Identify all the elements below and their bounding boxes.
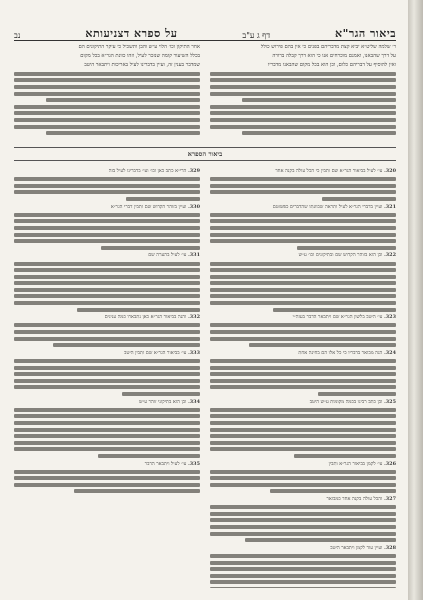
- commentary-note: [14, 350, 200, 357]
- main-text-paragraph: ואין להוסיף על דבריהם כלום, וכן הוא בכל מקום שהבאנו מדבריו: [267, 62, 396, 69]
- text-line: [14, 470, 200, 474]
- text-line: [210, 372, 396, 376]
- note-number: 320.: [382, 168, 396, 174]
- text-line: [210, 177, 396, 181]
- text-line: [210, 226, 396, 230]
- text-line: [210, 294, 396, 298]
- commentary-note: [14, 461, 200, 468]
- commentary-note: [210, 314, 396, 321]
- text-line: [210, 379, 396, 383]
- text-line: [210, 219, 396, 223]
- commentary-note: [14, 204, 200, 211]
- text-line: [14, 366, 200, 370]
- text-line: [14, 239, 200, 243]
- text-line: [210, 288, 396, 292]
- text-line: [14, 301, 200, 305]
- note-number: 324.: [382, 349, 396, 356]
- text-line: [14, 281, 200, 285]
- text-line: [14, 184, 200, 188]
- note-text: וכן הוא בזוהר הקדוש שם ובתיקונים וכו׳ ע״ש: [298, 252, 383, 259]
- text-line: [210, 359, 396, 363]
- text-line: [14, 421, 200, 425]
- main-text-paragraph: על דרך שהבאנו, ואמנם מוכרחים אנו כי הוא דרך קבלה ברורה: [272, 53, 396, 60]
- text-line: [210, 330, 396, 334]
- text-line: [14, 476, 200, 480]
- note-number: 328.: [382, 544, 396, 551]
- text-line: [294, 454, 396, 458]
- text-line: [210, 505, 396, 509]
- text-line: [210, 414, 396, 418]
- text-line: [210, 105, 396, 109]
- text-line: [14, 414, 200, 418]
- text-line: [210, 111, 396, 115]
- commentary-note: [210, 350, 396, 357]
- text-line: [14, 330, 200, 334]
- running-title-right: ביאור הגר"א: [335, 27, 396, 40]
- text-line: [14, 323, 200, 327]
- commentary-note: [14, 314, 200, 321]
- page-header: [14, 18, 396, 41]
- text-line: [210, 184, 396, 188]
- note-text: עי׳ לעיל בהערה שם: [148, 252, 187, 259]
- text-line: [210, 366, 396, 370]
- text-line: [210, 525, 396, 529]
- text-line: [210, 85, 396, 89]
- commentary-note: [210, 461, 396, 468]
- note-text: והנה בביאור הגר״א כאן נתבארו כמה ענינים: [104, 314, 187, 321]
- main-text-block: [14, 44, 396, 140]
- text-line: [210, 476, 396, 480]
- text-line: [210, 518, 396, 522]
- text-line: [14, 105, 200, 109]
- text-line: [210, 408, 396, 412]
- text-line: [98, 454, 200, 458]
- commentary-divider: ביאור הספרא: [14, 147, 396, 161]
- note-text: וכן כתב רבינו בכמה מקומות ע״ש היטב: [309, 398, 383, 405]
- text-line: [318, 392, 396, 396]
- main-text-right-column: [210, 44, 396, 140]
- text-line: [210, 337, 396, 341]
- text-line: [122, 392, 200, 396]
- note-number: 330.: [186, 203, 200, 210]
- text-line: [14, 268, 200, 272]
- commentary-right-column: [210, 168, 396, 588]
- note-text: עי׳ לקמן בביאור הגר״א ותבין: [328, 460, 383, 467]
- note-text: והכל עולה בקנה אחד כמבואר: [326, 496, 383, 503]
- text-line: [210, 470, 396, 474]
- text-line: [14, 288, 200, 292]
- text-line: [14, 219, 200, 223]
- text-line: [74, 489, 200, 493]
- note-text: עי׳ בביאור הגר״א שם ותבין היטב: [124, 349, 187, 356]
- text-line: [210, 118, 396, 122]
- commentary-note: [14, 399, 200, 406]
- text-line: [210, 434, 396, 438]
- text-line: [242, 131, 396, 135]
- main-text-left-column: [14, 44, 200, 140]
- text-line: [14, 434, 200, 438]
- text-line: [210, 512, 396, 516]
- text-line: [210, 441, 396, 445]
- text-line: [210, 262, 396, 266]
- text-line: [210, 580, 396, 584]
- text-line: [101, 246, 200, 250]
- text-line: [14, 372, 200, 376]
- commentary-note: [14, 168, 200, 175]
- text-line: [14, 379, 200, 383]
- text-line: [14, 233, 200, 237]
- note-number: 323.: [382, 314, 396, 321]
- text-line: [210, 587, 396, 588]
- main-text-paragraph: בכלל השיעור קומה שנזכר לעיל, וזהו כוונת הגר״א בכל מקום: [80, 53, 200, 60]
- commentary-note: [210, 399, 396, 406]
- note-number: 335.: [186, 460, 200, 467]
- text-line: [14, 385, 200, 389]
- text-line: [210, 385, 396, 389]
- text-line: [14, 483, 200, 487]
- text-line: [14, 447, 200, 451]
- text-line: [14, 359, 200, 363]
- main-text-paragraph: אחר התיקון וכו׳ הלוי ע״ש והבן ותשכיל כי עיקר התיקונים הם: [78, 44, 200, 50]
- text-line: [210, 268, 396, 272]
- text-line: [46, 131, 200, 135]
- text-line: [14, 408, 200, 412]
- text-line: [46, 98, 200, 102]
- text-line: [210, 532, 396, 536]
- text-line: [210, 78, 396, 82]
- text-line: [126, 197, 200, 201]
- main-text-paragraph: שמדבר בענין זה, ועיין בדברינו לעיל באריכות ויתבאר היטב: [84, 62, 200, 69]
- commentary-note: [210, 204, 396, 211]
- text-line: [210, 239, 396, 243]
- text-line: [14, 177, 200, 181]
- text-line: [273, 308, 396, 312]
- text-line: [210, 233, 396, 237]
- text-line: [210, 447, 396, 451]
- text-line: [14, 111, 200, 115]
- text-line: [14, 72, 200, 76]
- text-line: [14, 78, 200, 82]
- page-number: נב: [14, 31, 21, 40]
- text-line: [270, 489, 396, 493]
- text-line: [14, 190, 200, 194]
- note-text: ועיין עוד לקמן ויתבאר היטב: [330, 544, 383, 551]
- text-line: [210, 213, 396, 217]
- text-line: [322, 197, 396, 201]
- text-line: [210, 554, 396, 558]
- text-line: [210, 567, 396, 571]
- note-text: עי׳ היטב בלשון הגר״א שם ויתבאר הדבר בעזה״י: [292, 314, 383, 321]
- main-text-paragraph: ר׳ שלמה שליט״א יביא קצת מדבריהם בפנים כי אין בהם פירוש כולל: [260, 44, 396, 50]
- note-number: 325.: [382, 398, 396, 405]
- commentary-block: [14, 168, 396, 588]
- commentary-note: [14, 252, 200, 259]
- text-line: [210, 428, 396, 432]
- note-text: ועיין בדברי הגר״א לעיל ותראה שכוונתו שהדברים כפשוטם: [272, 203, 383, 210]
- text-line: [14, 226, 200, 230]
- text-line: [14, 294, 200, 298]
- commentary-note: [210, 545, 396, 552]
- text-line: [242, 98, 396, 102]
- note-text: עי׳ לעיל ויתבאר הדבר: [144, 460, 187, 467]
- text-line: [297, 246, 396, 250]
- text-line: [210, 92, 396, 96]
- commentary-note: [210, 496, 396, 503]
- text-line: [210, 421, 396, 425]
- text-line: [210, 281, 396, 285]
- note-number: 327.: [382, 496, 396, 503]
- book-page-edge: [408, 0, 423, 600]
- note-number: 334.: [186, 398, 200, 405]
- running-title-left: על ספרא דצניעותא: [85, 27, 178, 40]
- note-text: ועיין בזוהר הקדוש שם ותבין דברי הגר״א: [110, 203, 187, 210]
- note-number: 331.: [186, 252, 200, 259]
- text-line: [14, 85, 200, 89]
- text-line: [249, 343, 396, 347]
- text-line: [14, 125, 200, 129]
- commentary-note: [210, 252, 396, 259]
- note-number: 333.: [186, 349, 200, 356]
- text-line: [210, 323, 396, 327]
- commentary-note: [210, 168, 396, 175]
- text-line: [210, 275, 396, 279]
- note-number: 332.: [186, 314, 200, 321]
- text-line: [210, 483, 396, 487]
- note-text: וכן הוא בתיקוני זוהר ע״ש: [138, 398, 187, 405]
- note-number: 329.: [186, 168, 200, 174]
- text-line: [14, 441, 200, 445]
- text-line: [14, 92, 200, 96]
- text-line: [210, 190, 396, 194]
- text-line: [14, 262, 200, 266]
- text-line: [210, 574, 396, 578]
- text-line: [210, 301, 396, 305]
- note-number: 321.: [382, 203, 396, 210]
- text-line: [14, 275, 200, 279]
- text-line: [14, 118, 200, 122]
- note-text: הרי״א כתב כאן וכו׳ ועי׳ בדברינו לעיל בזה: [108, 168, 187, 174]
- note-number: 326.: [382, 460, 396, 467]
- text-line: [210, 561, 396, 565]
- note-text: עי׳ לעיל בביאור הגר״א שם ותבין כי הכל עולה בקנה אחד: [275, 168, 383, 174]
- text-line: [14, 428, 200, 432]
- text-line: [245, 538, 396, 542]
- text-line: [210, 72, 396, 76]
- text-line: [14, 213, 200, 217]
- commentary-left-column: [14, 168, 200, 588]
- text-line: [77, 308, 200, 312]
- note-text: הנה מבואר בדבריו כי כל אלו הם בחינה אחת: [298, 349, 383, 356]
- daf-reference: דף ג ע"ב: [242, 31, 271, 40]
- text-line: [53, 343, 200, 347]
- text-line: [14, 337, 200, 341]
- note-number: 322.: [382, 252, 396, 259]
- text-line: [210, 125, 396, 129]
